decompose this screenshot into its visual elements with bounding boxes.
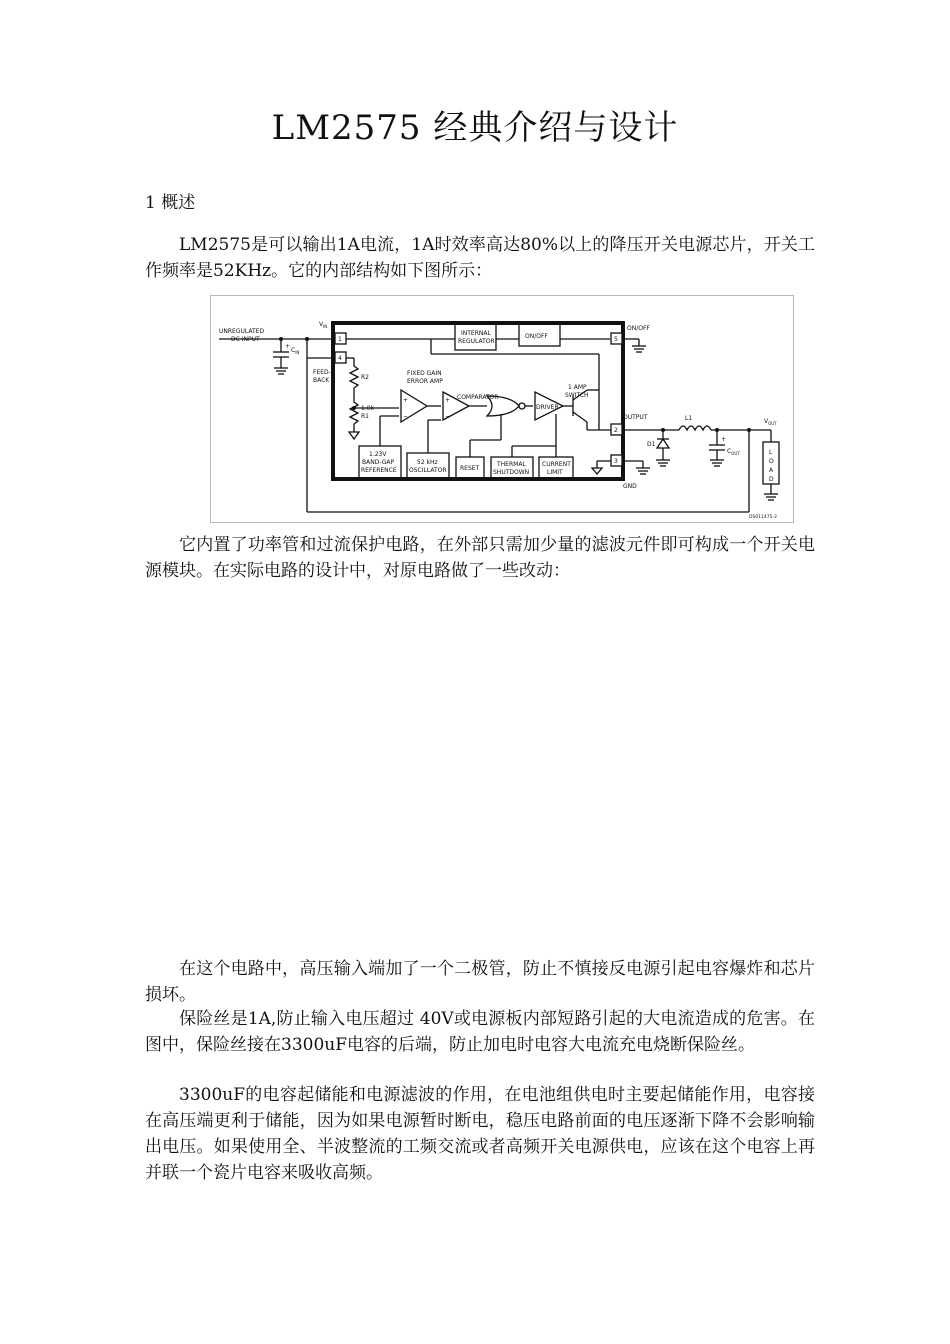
label-thermal: THERMAL [497,461,526,468]
label-52khz: 52 kHz [417,459,438,466]
label-gnd: GND [623,483,637,490]
label-r1-value: 1.0k [361,405,375,412]
paragraph-diode: 在这个电路中，高压输入端加了一个二极管，防止不慎接反电源引起电容爆炸和芯片损坏。 [145,959,815,1005]
paragraph-intro: LM2575是可以输出1A电流，1A时效率高达80%以上的降压开关电源芯片，开关工作频率是52KHz。它的内部结构如下图所示： [145,235,815,281]
label-load-d: D [769,476,774,483]
label-dc-input: DC INPUT [231,336,260,343]
label-limit: LIMIT [547,469,563,476]
label-vout: $V_{OUT}$ [764,418,777,426]
paragraph-description: 它内置了功率管和过流保护电路，在外部只需加少量的滤波元件即可构成一个开关电源模块。在实际电路的设计中，对原电路做了一些改动： [145,535,815,581]
pin-3: 3 [614,458,618,465]
pin-1: 1 [338,336,342,343]
comp-plus: + [445,397,451,404]
paragraph-fuse: 保险丝是1A,防止输入电压超过 40V或电源板内部短路引起的大电流造成的危害。在图中，保险丝接在3300uF电容的后端，防止加电时电容大电流充电烧断保险丝。 [145,1009,815,1055]
label-d1: D1 [647,441,656,448]
label-r2: R2 [361,374,369,381]
label-back: BACK [313,377,330,384]
block-diagram-svg [211,296,793,522]
label-comparator: COMPARATOR [457,394,499,401]
label-1-amp: 1 AMP [568,384,587,391]
label-cin: $C_{IN}$ [291,347,300,355]
label-current: CURRENT [542,461,571,468]
section-heading: 1 概述 [145,193,196,213]
label-internal: INTERNAL [461,330,491,337]
amp-minus: − [403,413,409,420]
label-ref-voltage: 1.23V [369,451,387,458]
pin-5: 5 [614,336,618,343]
label-l1: L1 [685,415,693,422]
label-feed: FEED- [313,369,331,376]
label-cout: $C_{OUT}$ [727,448,740,456]
label-reference: REFERENCE [361,467,397,474]
pin-2: 2 [614,427,618,434]
label-error-amp: ERROR AMP [407,378,443,385]
label-vin: $V_{IN}$ [319,321,328,329]
label-r1: R1 [361,413,369,420]
label-regulator: REGULATOR [458,338,495,345]
label-reset: RESET [460,465,480,472]
label-cout-plus: + [721,436,727,443]
document-title: LM2575 经典介绍与设计 [271,108,679,148]
label-fixed-gain: FIXED GAIN [407,370,442,377]
label-unregulated: UNREGULATED [219,328,265,335]
label-switch: SWITCH [565,392,589,399]
label-code: DS011475-2 [749,515,777,520]
label-load-l: L [769,449,773,456]
label-cin-plus: + [285,343,291,350]
label-onoff-pin: ON/OFF [627,325,650,332]
label-shutdown: SHUTDOWN [493,469,530,476]
label-output: OUTPUT [623,414,648,421]
paragraph-capacitor: 3300uF的电容起储能和电源滤波的作用，在电池组供电时主要起储能作用，电容接在高压端更利于储能，因为如果电源暂时断电，稳压电路前面的电压逐渐下降不会影响输出电压。如果使用全、半波整流的工频交流或者高频开关电源供电，应该在这个电容上再并联一个瓷片电容来吸收高频。 [145,1085,815,1183]
block-diagram [210,295,794,523]
label-load-a: A [769,467,774,474]
blank-figure-area [145,590,815,940]
amp-plus: + [403,397,409,404]
label-oscillator: OSCILLATOR [409,467,447,474]
label-band-gap: BAND-GAP [362,459,395,466]
label-onoff-box: ON/OFF [525,333,548,340]
label-load-o: O [769,458,774,465]
label-driver: DRIVER [536,404,559,411]
pin-4: 4 [338,355,342,362]
comp-minus: − [445,413,451,420]
